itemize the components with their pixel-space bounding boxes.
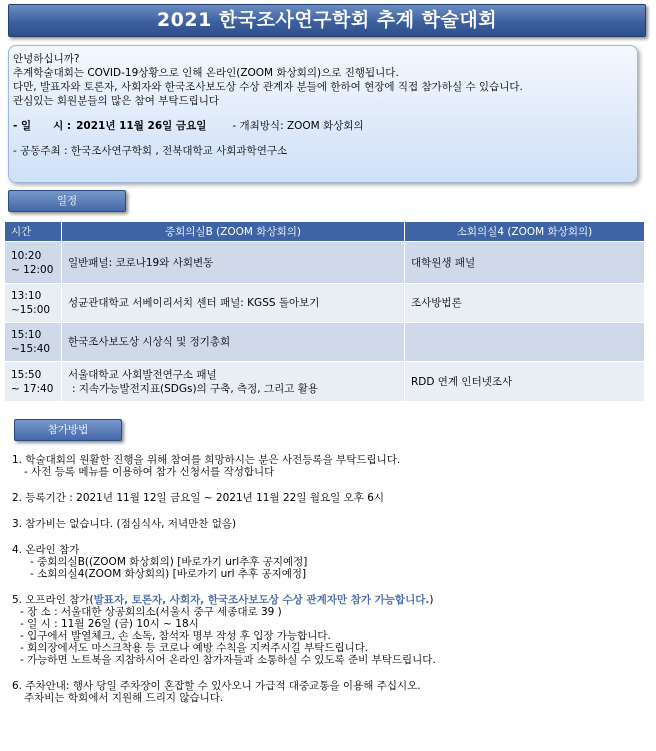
item-online-room-b: - 중회의실B((ZOOM 화상회의) [바로가기 url추후 공지예정] (30, 556, 308, 568)
list-item (12, 594, 642, 666)
time-start: 10:20 (11, 249, 42, 262)
time-cell (5, 284, 62, 323)
participation-body (12, 454, 642, 718)
item-offline-prefix: 5. 오프라인 참가( (12, 594, 94, 606)
time-start: 15:10 (11, 329, 42, 341)
schedule-table (4, 221, 645, 402)
table-row (5, 362, 645, 402)
time-end: ~ 12:00 (11, 263, 54, 276)
list-item (12, 680, 642, 704)
event-method: - 개최방식: ZOOM 화상회의 (232, 120, 364, 132)
item-registration: 1. 학술대회의 원활한 진행을 위해 참여를 희망하시는 분은 사전등록을 부탁드립니다. (12, 454, 401, 466)
time-start: 15:50 (11, 368, 42, 381)
small-room-session (405, 323, 645, 362)
small-room-session: RDD 연계 인터넷조사 (405, 362, 645, 402)
small-room-session: 대학원생 패널 (405, 242, 645, 284)
table-row (5, 323, 645, 362)
intro-line-online: 추계학술대회는 COVID-19상황으로 인해 온라인(ZOOM 화상회의)으로 진행됩니다. (13, 67, 399, 79)
item-fee: 3. 참가비는 없습니다. (점심식사, 저녁만찬 없음) (12, 518, 237, 530)
item-registration-sub: - 사전 등록 메뉴를 이용하여 참가 신청서를 작성합니다 (24, 466, 275, 478)
list-item (12, 492, 642, 504)
header-small-room: 소회의실4 (ZOOM 화상회의) (405, 222, 645, 242)
time-end: ~15:00 (11, 304, 51, 316)
list-item (12, 454, 642, 478)
time-start: 13:10 (11, 290, 42, 302)
item-online-room-4: - 소회의실4(ZOOM 화상회의) [바로가기 url 추후 공지예정] (30, 568, 307, 580)
item-offline-place: - 장 소 : 서울대한 상공회의소(서울시 중구 세종대로 39 ) (20, 606, 282, 618)
item-offline-mask: - 회의장에서도 마스크착용 등 코로나 예방 수칙을 지켜주시길 부탁드립니다. (20, 642, 369, 654)
time-cell (5, 323, 62, 362)
main-room-session: 일반패널: 코로나19와 사회변동 (62, 242, 405, 284)
co-sponsors: - 공동주최 : 한국조사연구학회 , 전북대학교 사회과학연구소 (13, 145, 288, 157)
item-parking-sub: 주차비는 학회에서 지원해 드리지 않습니다. (24, 692, 224, 704)
page-title: 2021 한국조사연구학회 추계 학술대회 (8, 4, 646, 37)
intro-line-invite: 관심있는 회원분들의 많은 참여 부탁드립니다 (13, 95, 220, 107)
item-offline-time: - 일 시 : 11월 26일 (금) 10시 ~ 18시 (20, 618, 199, 630)
table-row (5, 284, 645, 323)
item-offline-laptop: - 가능하면 노트북을 지참하시어 온라인 참가자들과 소통하실 수 있도록 준비 부탁드립니다. (20, 654, 436, 666)
header-main-room: 중회의실B (ZOOM 화상회의) (62, 222, 405, 242)
intro-box (8, 45, 638, 183)
item-offline-suffix: ) (429, 594, 434, 606)
intro-spacer (13, 108, 623, 119)
item-online: 4. 온라인 참가 (12, 544, 80, 556)
time-cell (5, 242, 62, 284)
main-room-session (62, 362, 405, 402)
date-label: - 일 시 : (13, 120, 72, 132)
tab-participation: 참가방법 (14, 419, 122, 441)
main-room-session: 한국조사보도상 시상식 및 정기총회 (62, 323, 405, 362)
intro-line-offline: 다만, 발표자와 토론자, 사회자와 한국조사보도상 수상 관계자 분들에 한하여 현장에 직접 참가하실 수 있습니다. (13, 81, 523, 93)
intro-greeting: 안녕하십니까? (13, 53, 80, 65)
session-title: 서울대학교 사회발전연구소 패널 (68, 368, 217, 381)
table-row (5, 242, 645, 284)
header-time: 시간 (5, 222, 62, 242)
event-meta-row (13, 119, 623, 133)
item-parking: 6. 주차안내: 행사 당일 주차장이 혼잡할 수 있사오니 가급적 대중교통을 이용해 주십시오. (12, 680, 421, 692)
item-period: 2. 등록기간 : 2021년 11월 12일 금요일 ~ 2021년 11월 22일 월요일 오후 6시 (12, 492, 385, 504)
time-end: ~15:40 (11, 343, 51, 355)
time-end: ~ 17:40 (11, 382, 54, 395)
item-offline-highlight: 발표자, 토론자, 사회자, 한국조사보도상 수상 관계자만 참가 가능합니다. (93, 594, 430, 606)
tab-schedule: 일정 (8, 190, 126, 212)
list-item (12, 544, 642, 580)
list-item (12, 518, 642, 530)
event-date: 2021년 11월 26일 금요일 (76, 120, 207, 132)
item-offline-entry: - 입구에서 발열체크, 손 소독, 참석자 명부 작성 후 입장 가능합니다. (20, 630, 331, 642)
schedule-header-row (5, 222, 645, 242)
session-subtitle: : 지속가능발전지표(SDGs)의 구축, 측정, 그리고 활용 (72, 382, 319, 395)
main-room-session: 성균관대학교 서베이리서치 센터 패널: KGSS 돌아보기 (62, 284, 405, 323)
time-cell (5, 362, 62, 402)
small-room-session: 조사방법론 (405, 284, 645, 323)
item-offline (12, 594, 642, 606)
